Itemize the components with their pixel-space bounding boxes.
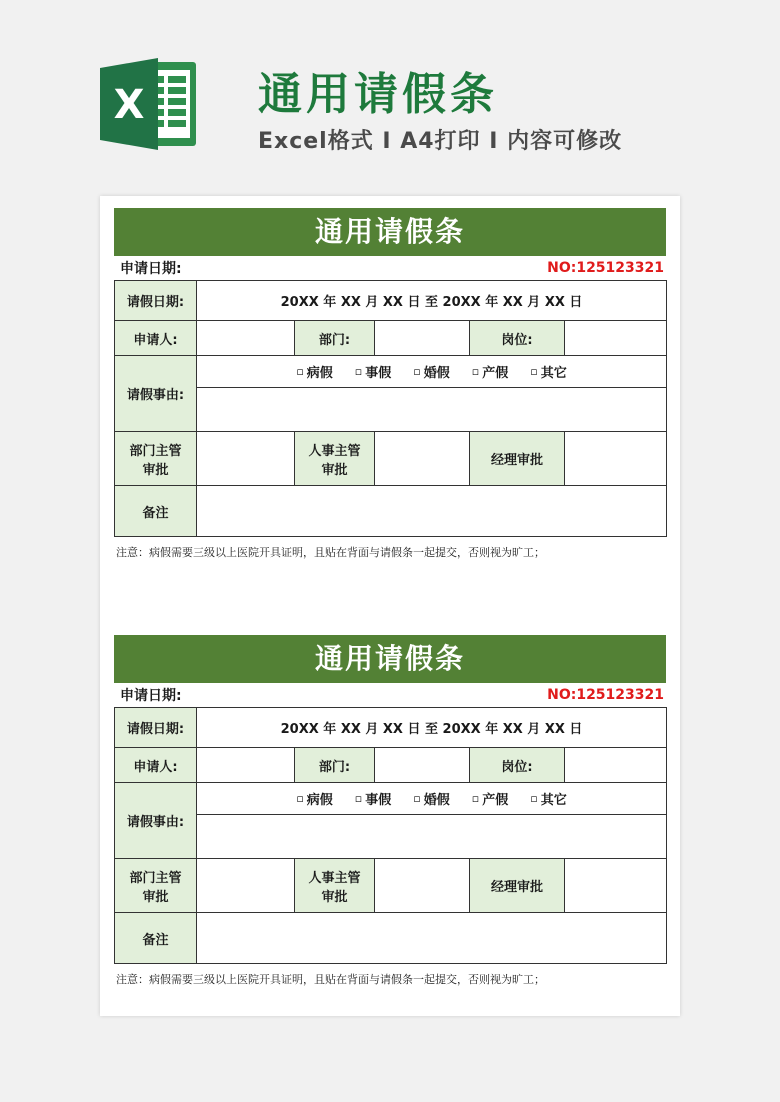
apply-date-label: 申请日期:: [120, 688, 182, 704]
position-label: 岗位:: [470, 321, 565, 356]
option-label: 病假: [306, 366, 333, 381]
position-label: 岗位:: [470, 748, 565, 783]
document-paper: [100, 196, 680, 1016]
option-sick-leave[interactable]: [296, 362, 332, 381]
option-sick-leave[interactable]: [296, 789, 332, 808]
form-number: NO:125123321: [547, 687, 664, 703]
form-number: NO:125123321: [547, 260, 664, 276]
page-banner: [0, 0, 780, 190]
dept-manager-field[interactable]: [197, 859, 295, 913]
reason-label: 请假事由:: [115, 356, 197, 432]
leave-date-field[interactable]: 20XX 年 XX 月 XX 日 至 20XX 年 XX 月 XX 日: [197, 708, 667, 748]
banner-subtitle: Excel格式 I A4打印 I 内容可修改: [258, 129, 623, 154]
leave-date-label: 请假日期:: [115, 708, 197, 748]
form-note: 注意：病假需要三级以上医院开具证明，且贴在背面与请假条一起提交，否则视为旷工；: [116, 546, 545, 559]
leave-date-field[interactable]: 20XX 年 XX 月 XX 日 至 20XX 年 XX 月 XX 日: [197, 281, 667, 321]
manager-approve-field[interactable]: [565, 432, 667, 486]
option-personal-leave[interactable]: [355, 362, 391, 381]
banner-title: 通用请假条: [258, 69, 498, 120]
checkbox-icon[interactable]: ▫: [530, 792, 538, 805]
dept-label: 部门:: [295, 321, 375, 356]
option-label: 产假: [482, 366, 509, 381]
apply-date-label: 申请日期:: [120, 261, 182, 277]
option-marriage-leave[interactable]: [413, 362, 449, 381]
checkbox-icon[interactable]: ▫: [471, 792, 480, 805]
dept-manager-field[interactable]: [197, 432, 295, 486]
option-label: 其它: [540, 366, 567, 381]
reason-field[interactable]: [197, 388, 667, 432]
option-other-leave[interactable]: [530, 362, 566, 381]
option-maternity-leave[interactable]: [472, 789, 508, 808]
remarks-field[interactable]: [197, 486, 667, 537]
remarks-label: 备注: [115, 486, 197, 537]
form-title: 通用请假条: [114, 208, 666, 256]
dept-field[interactable]: [375, 321, 470, 356]
option-label: 病假: [306, 793, 333, 808]
excel-logo-icon: [100, 56, 198, 152]
manager-approve-label: 经理审批: [470, 859, 565, 913]
dept-manager-label: 部门主管 审批: [115, 859, 197, 913]
checkbox-icon[interactable]: ▫: [471, 365, 480, 378]
dept-label: 部门:: [295, 748, 375, 783]
checkbox-icon[interactable]: ▫: [413, 792, 421, 805]
leave-type-options: [197, 783, 667, 815]
leave-table: [114, 280, 667, 537]
hr-manager-label: 人事主管 审批: [295, 859, 375, 913]
reason-field[interactable]: [197, 815, 667, 859]
dept-field[interactable]: [375, 748, 470, 783]
leave-type-options: [197, 356, 667, 388]
checkbox-icon[interactable]: ▫: [413, 365, 421, 378]
leave-form-1: [114, 208, 666, 560]
option-label: 其它: [540, 793, 567, 808]
remarks-label: 备注: [115, 913, 197, 964]
option-label: 事假: [365, 366, 392, 381]
checkbox-icon[interactable]: ▫: [354, 792, 363, 805]
applicant-label: 申请人:: [115, 321, 197, 356]
leave-date-label: 请假日期:: [115, 281, 197, 321]
form-note: 注意：病假需要三级以上医院开具证明，且贴在背面与请假条一起提交，否则视为旷工；: [116, 973, 545, 986]
option-label: 婚假: [423, 366, 450, 381]
manager-approve-field[interactable]: [565, 859, 667, 913]
leave-form-2: [114, 635, 666, 987]
hr-manager-field[interactable]: [375, 859, 470, 913]
option-maternity-leave[interactable]: [472, 362, 508, 381]
option-label: 产假: [482, 793, 509, 808]
applicant-label: 申请人:: [115, 748, 197, 783]
dept-manager-label: 部门主管 审批: [115, 432, 197, 486]
form-title: 通用请假条: [114, 635, 666, 683]
checkbox-icon[interactable]: ▫: [354, 365, 363, 378]
leave-table: [114, 707, 667, 964]
hr-manager-field[interactable]: [375, 432, 470, 486]
remarks-field[interactable]: [197, 913, 667, 964]
hr-manager-label: 人事主管 审批: [295, 432, 375, 486]
applicant-field[interactable]: [197, 748, 295, 783]
checkbox-icon[interactable]: ▫: [296, 792, 304, 805]
option-label: 事假: [365, 793, 392, 808]
form-meta-row: [114, 683, 666, 707]
position-field[interactable]: [565, 321, 667, 356]
form-meta-row: [114, 256, 666, 280]
checkbox-icon[interactable]: ▫: [530, 365, 538, 378]
applicant-field[interactable]: [197, 321, 295, 356]
option-label: 婚假: [423, 793, 450, 808]
position-field[interactable]: [565, 748, 667, 783]
option-marriage-leave[interactable]: [413, 789, 449, 808]
option-other-leave[interactable]: [530, 789, 566, 808]
option-personal-leave[interactable]: [355, 789, 391, 808]
manager-approve-label: 经理审批: [470, 432, 565, 486]
checkbox-icon[interactable]: ▫: [296, 365, 304, 378]
excel-logo-letter: X: [113, 82, 145, 128]
reason-label: 请假事由:: [115, 783, 197, 859]
